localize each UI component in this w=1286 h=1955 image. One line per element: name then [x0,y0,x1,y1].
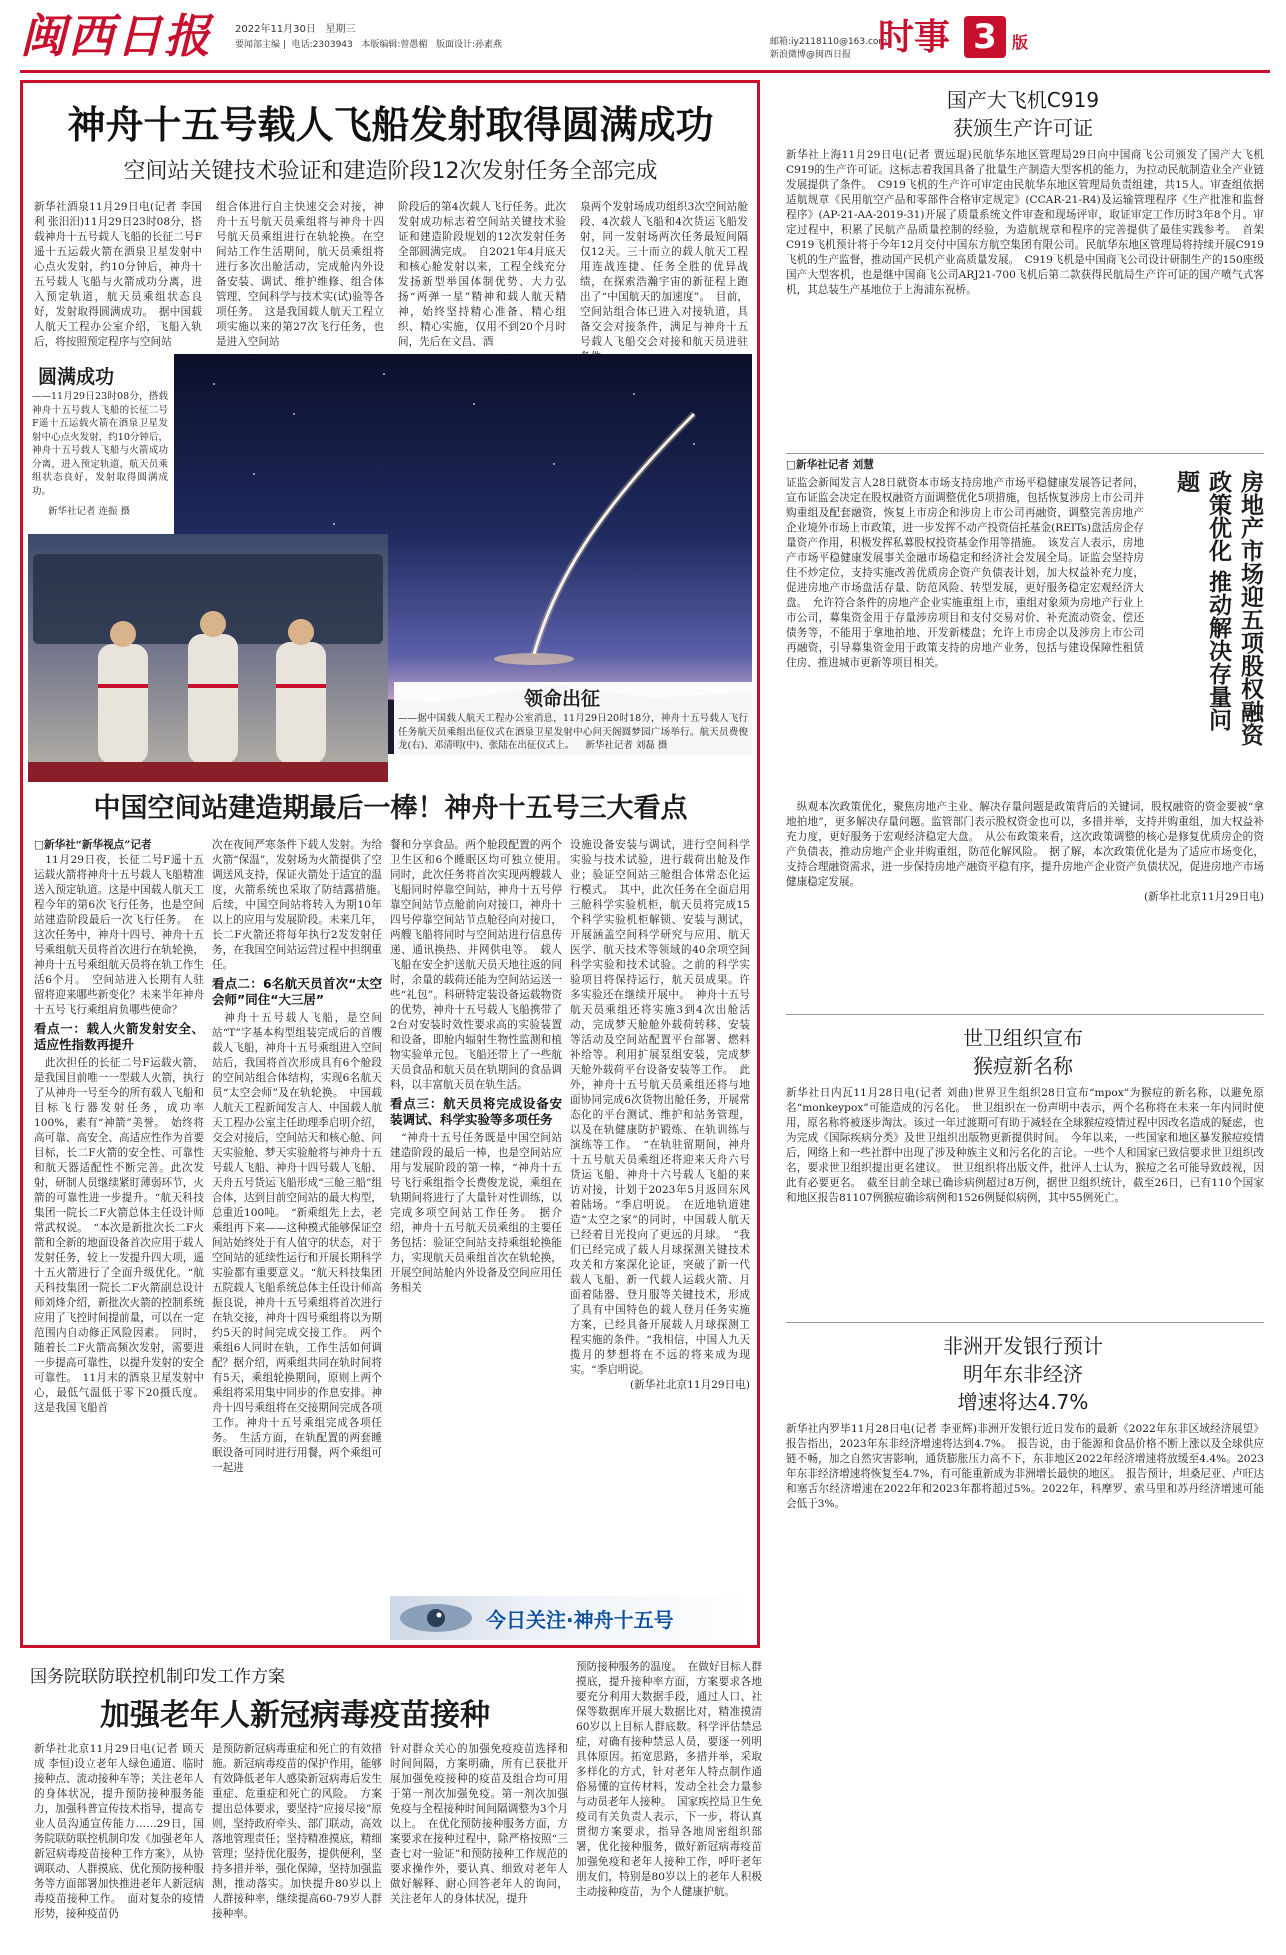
property-body-narrow: 证监会新闻发言人28日就资本市场支持房地产市场平稳健康发展答记者问，宣布证监会决定在股权融资方面调整优化5项措施，包括恢复涉房上市公司并购重组及配套融资，恢复上市房企和涉房上市公司再融资，调整完善房地产企业境外市场上市政策，进一步发挥不动产投资信托基金(REITs)盘活房企存量资产作用，积极发挥私募股权投资基金作用等措施。 该发言人表示，房地产市场平稳健康发展事关金融市场稳定和经济社会发展全局。证监会坚持房住不炒定位，支持实施改善优质房企资产负债表计划，加大权益补充力度，促进房地产市场盘活存量、防范风险、转型发展，更好服务稳定宏观经济大盘。 允许符合条件的房地产企业实施重组上市，重组对象须为房地产行业上市公司，募集资金用于存量涉房项目和支付交易对价、补充流动资金、偿还债务等，不能用于拿地拍地、开发新楼盘；允许上市房企以及涉房上市公司再融资，引导募集资金用于政策支持的房地产业务，包括与建设保障性租赁住房、推进城市更新等项目相关。 [786,477,1144,669]
property-credit: (新华社北京11月29日电) [1144,891,1264,903]
vaccine-col-1: 新华社北京11月29日电(记者 顾天成 李恒)设立老年人绿色通道、临时接种点、流动接种车等；关注老年人的身体状况，提升预防接种服务能力，加强科普宣传技术指导，提高专业人员沟通宣传能力……29日，国务院联防联控机制印发《加强老年人新冠病毒疫苗接种工作方案》，从协调联动、人群摸底、优化预防接种服务等方面部署加快推进老年人新冠病毒疫苗接种工作。 面对复杂的疫情形势，接种疫苗仍 [34,1743,204,1920]
feature-byline: □新华社“新华视点”记者 [34,839,152,851]
photo-box-success-credit: 新华社记者 连振 摄 [48,506,131,517]
masthead-contact [770,36,887,62]
issue-date: 2022年11月30日 [235,24,316,35]
eye-icon [396,1600,476,1636]
afdb-body: 新华社内罗毕11月28日电(记者 李亚辉)非洲开发银行近日发布的最新《2022年东非区域经济展望》报告指出，2023年东非经济增速将达到4.7%。 报告说，由于能源和食品价格不断上涨以及全球供应链不畅，加之自然灾害影响，通货膨胀压力高不下，东非地区2022年经济增速将放缓至4.4%。2023年东非经济增速将恢复至4.7%，有可能重新成为非洲增长最快的地区。 报告预计，坦桑尼亚、卢旺达和塞舌尔经济增速在2022年和2023年都将超过5%。2022年，科摩罗、索马里和苏丹经济增速可能会低于3%。 [786,1423,1264,1510]
feature-headline: 中国空间站建造期最后一棒！神舟十五号三大看点 [93,793,688,824]
section-label: 时事 [878,17,951,58]
vaccine-kicker: 国务院联防联控机制印发工作方案 [30,1667,285,1687]
masthead [20,10,1268,68]
vaccine-headline: 加强老年人新冠病毒疫苗接种 [100,1698,490,1733]
property-divider [786,1014,1264,1015]
c919-headline-line-2: 获颁生产许可证 [953,116,1093,140]
today-focus-dot: · [566,1608,574,1632]
feature-col-2-intro: 次在夜间严寒条件下载人发射。为给火箭“保温”，发射场为火箭提供了空调送风支持，保证火箭处于适宜的温度，火箭系统也采取了防结露措施。 后续，中国空间站将转入为期10年以上的应用与发展阶段。未来几年，长二F火箭还将每年执行2发发射任务，在我国空间站运营过程中担纲重任。 [212,839,393,971]
feature-col-4-credit: (新华社北京11月29日电) [630,1379,750,1391]
afdb-headline [780,1332,1266,1416]
astronauts-figure-icon [28,534,388,782]
c919-headline-line-1: 国产大飞机C919 [946,88,1100,112]
feature-col-4-body: 设施设备安装与调试，进行空间科学实验与技术试验，进行载荷出舱及作业；验证空间站三舱组合体常态化运行模式。 其中，此次任务在全面启用三舱科学实验机柜，航天员将完成15个科学实验机柜解锁、安装与测试，开展涵盖空间科学研究与应用、航天医学、航天技术等领域的40余项空间科学实验和技术试验。之前的科学实验项目将保持运行，航天员成果。许多实验还在继续开展中。 神舟十五号航天员乘组还将实施3到4次出舱活动，完成梦天舱舱外载荷转移、安装等活动及空间站配置平台部署、燃料补给等。利用扩展泵组安装，完成梦天舱外载荷平台设备安装等工作。 此外，神舟十五号航天员乘组还将与地面协同完成6次货物出舱任务，开展常态化的平台测试、维护和站务管理，以及在轨健康防护锻炼、在轨训练与演练等工作。 “在轨驻留期间，神舟十五号航天员乘组还将迎来天舟六号货运飞船、神舟十六号载人飞船的来访对接，计划于2023年5月返回东风着陆场。“季启明说。 在近地轨道建造“太空之家”的同时，中国载人航天已经着目光投向了更远的月球。 “我们已经完成了载人月球探测关键技术攻关和方案深化论证，突破了新一代载人飞船、新一代载人运载火箭、月面着陆器、登月服等关键技术，形成了具有中国特色的载人登月任务实施方案，已经具备开展载人月球探测工程实施的条件。“我相信，中国人九天揽月的梦想将在不远的将来成为现实。“季启明说。 [570,839,750,1376]
photo-box-success-title: 圆满成功 [38,366,115,388]
editor-line: 要闻部主编 [235,40,281,50]
photo-box-departure [394,682,752,782]
lead-headline: 神舟十五号载人飞船发射取得圆满成功 [67,103,714,147]
who-headline [780,1024,1266,1080]
issue-weekday: 星期三 [325,24,356,35]
masthead-rule [20,70,1270,73]
phone-line: 电话:2303943 [291,40,353,50]
today-focus-topic: 神舟十五号 [573,1608,674,1632]
feature-point-1-heading: 看点一：载人火箭发射安全、适应性指数再提升 [34,1021,204,1052]
email-line: 邮箱:iy2118110@163.com [770,37,888,47]
vaccine-col-3: 针对群众关心的加强免疫疫苗选择和时间间隔，方案明确，所有已获批开展加强免疫接种的疫苗及组合均可用于第一剂次加强免疫。第一剂次加强免疫与全程接种时间间隔调整为3个月以上。 在优化预防接种服务方面，方案要求在接种过程中，除严格按照“三查七对一验证”和预防接种工作规范的要求操作外，要认真、细致对老年人做好解释、耐心回答老年人的询问，关注老年人的身体状况，提升 [390,1743,568,1905]
lead-body-col-2: 组合体进行自主快速交会对接，神舟十五号航天员乘组将与神舟十四号航天员乘组进行在轨轮换。在空间站工作生活期间，航天员乘组将进行多次出舱活动，完成舱内外设备安装、调试、维护维修、组合体管理、空间科学与技术实(试)验等各项任务。 这是我国载人航天工程立项实施以来的第27次飞行任务，也是进入空间站 [216,201,384,348]
today-focus-label [486,1604,674,1633]
feature-col-3-body: “神舟十五号任务既是中国空间站建造阶段的最后一棒，也是空间站应用与发展阶段的第一棒，“神舟十五号飞行乘组指令长费俊龙说，乘组在轨期间将进行了大量针对性训练，以完成多项空间站工作任务。 据介绍，神舟十五号航天员乘组的主要任务包括：验证空间站支持乘组轮换能力，实现航天员乘组首次在轨轮换，开展空间站舱内外设备及空间应用任务相关 [390,1132,562,1294]
who-headline-line-2: 猴痘新名称 [973,1054,1073,1078]
feature-col-1 [34,838,204,1638]
lead-body-col-4: 泉两个发射场成功组织3次空间站舱段、4次载人飞船和4次货运飞船发射，同一发射场两次任务最短间隔仅12天。三十而立的载人航天工程用连战连捷、任务全胜的优异战绩，在探索浩瀚宇宙的新征程上跑出了“中国航天的加速度”。 目前，空间站组合体已进入对接轨道，具备交会对接条件，满足与神舟十五号载人飞船交会对接和航天员进驻 [580,201,748,348]
feature-col-4 [570,838,750,1608]
newspaper-logo: 闽西日报 [20,9,212,63]
photo-box-departure-title: 领命出征 [524,688,601,710]
afdb-headline-line-1: 非洲开发银行预计 [943,1334,1103,1358]
feature-col-1-intro: 11月29日夜，长征二号F遥十五运载火箭将神舟十五号载人飞船精准送入预定轨道。这是中国载人航天工程今年的第6次飞行任务，也是空间站建造阶段最后一次飞行任务。 在这次任务中，神舟十四号、神舟十五号乘组航天员将首次进行在轨轮换，神舟十五号乘组航天员将在轨工作生活6个月。 空间站进入长期有人驻留将迎来哪些新变化？未来半年神舟十五号飞行乘组肩负哪些使命？ [34,854,204,1016]
page-suffix: 版 [1012,33,1029,52]
designer-line: 版面设计:孙素燕 [436,40,503,50]
feature-col-2-body: 神舟十五号载人飞船，是空间站“T”字基本构型组装完成后的首艘载人飞船，神舟十五号乘组进入空间站后，我国将首次形成具有6个舱段的空间站组合体结构，实现6名航天员“太空会师”及在轨轮换。 中国载人航天工程新闻发言人、中国载人航天工程办公室主任助理季启明介绍，交会对接后，空间站天和核心舱、问天实验舱、梦天实验舱将与神舟十五号载人飞船、神舟十四号载人飞船、天舟五号货运飞船形成“三舱三船”组合体，达到目前空间站的最大构型，总重近100吨。 “新乘组先上去，老乘组再下来——这种模式能够保证空间站始终处于有人值守的状态，对于空间站的延续性运行和开展长期科学实验都有重要意义。“航天科技集团五院载人飞船系统总体主任设计师高振良说，神舟十五号乘组将首次进行在轨交接，神舟十四号乘组将以为期约5天的时间完成交接工作。 两个乘组6人同时在轨，工作生活如何调配？据介绍，两乘组共同在轨时间将有5天，乘组轮换期间，原则上两个乘组将采用集中同步的作息安排。神舟十四号乘组将在交接期间完成各项工作。神舟十五号乘组完成各项任务。 生活方面，在轨配置的两套睡眠设备可同时进行用餐，两个乘组可一起进 [212,1012,382,1474]
masthead-info-bottom: 要闻部主编 | 电话:2303943 本版编辑:曾愚楣 版面设计:孙素燕 [235,40,503,50]
photo-box-departure-credit: 新华社记者 刘磊 摄 [585,740,668,751]
photo-box-departure-caption-text: ——据中国载人航天工程办公室消息，11月29日20时18分，神舟十五号载人飞行任务航天员乘组出征仪式在酒泉卫星发射中心问天阁圆梦园广场举行。航天员费俊龙(右)、邓清明(中)、张陆在出征仪式上。 [398,713,748,751]
photo-box-success [28,354,170,529]
property-body-wide-text: 纵观本次政策优化，聚焦房地产主业、解决存量问题是政策背后的关键词，股权融资的资金要被“拿地拍地”，更多解决存量问题。监管部门表示股权资金也可以，多措并举，支持并购重组，加大权益补充力度，更好服务于宏观经济稳定大盘。 从公布政策来看，这次政策调整的核心是修复优质房企的资产负债表，推动房地产企业并购重组，防范化解风险。 据了解，本次政策优化是为了适应市场变化，支持合理融资需求，进一步保持房地产融资平稳有序，提升房地产企业资产负债状况，促进房地产市场健康稳定发展。 [786,801,1264,888]
who-headline-line-1: 世卫组织宣布 [963,1026,1083,1050]
feature-point-3-heading: 看点三：航天员将完成设备安装调试、科学实验等多项任务 [390,1096,562,1127]
c919-body: 新华社上海11月29日电(记者 贾远琨)民航华东地区管理局29日向中国商飞公司颁发了国产大飞机C919的生产许可证。这标志着我国具备了批量生产制造大型客机的能力，为拉动民航制造业全产业链发展提供了条件。 C919飞机的生产许可审定由民航华东地区管理局负责组建，共15人。审查组依据适航规章《民用航空产品和零部件合格审定规定》(CCAR-21-R4)及运输管理程序《生产批准和监督程序》(AP-21-AA-2019-31)开展了质量系统文件审查和现场评审，取证审定工作历时3年8个月。审定过程中，积累了民航产品质量控制的经验，为造航规章和程序的完善提供了最佳实践参考。 首架C919飞机预计将于今年12月交付中国东方航空集团有限公司。民航华东地区管理局将持续开展C919飞机的生产监督，推动国产民机产业高质量发展。 C919飞机是中国商飞公司设计研制生产的150座级国产大型客机，也是继中国商飞公司ARJ21-700飞机后第二款获得民航局生产许可证的国产喷气式客机，其总装生产基地位于上海浦东祝桥。 [786,149,1264,296]
photo-box-departure-caption [398,712,748,780]
property-body-wide [786,800,1264,1010]
feature-col-1-body: 此次担任的长征二号F运载火箭，是我国目前唯一一型载人火箭，执行了从神舟一号至今的所有载人飞船和目标飞行器发射任务，成功率100%，素有“神箭”美誉。 始终将高可靠、高安全、高适应性作为首要目标，长二F火箭的安全性、可靠性和航天器适配性不断完善。此次发射，研制人员继续紧盯薄弱环节，火箭的可靠性进一步提升。“航天科技集团一院长二F火箭总体主任设计师常武权说。 “本次是新批次长二F火箭和全新的地面设备首次应用于载人发射任务，较上一发提升四大项，遥十五火箭进行了全面升级优化。“航天科技集团一院长二F火箭副总设计师刘烽介绍，新批次火箭的控制系统应用了飞控时间提前量，可以在一定范围内自动修正风险因素。 同时，随着长二F火箭高频次发射，需要进一步提高可靠性，以提升发射的安全可靠性。 11月末的酒泉卫星发射中心，最低气温低于零下20摄氏度。这是我国飞船首 [34,1057,204,1414]
lead-body-col-3: 阶段后的第4次载人飞行任务。此次发射成功标志着空间站关键技术验证和建造阶段规划的12次发射任务全部圆满完成。 自2021年4月底天和核心舱发射以来，工程全线充分发扬新型举国体制优势、大力弘扬“两弹一星”精神和载人航天精神，始终坚持精心准备、精心组织、精心实施，仅用不到20个月时间，先后在文昌、酒 [398,201,566,348]
who-divider [786,1322,1264,1323]
property-headline: 房地产市场迎五项股权融资政策优化 推动解决存量问题 [1173,470,1263,746]
c919-divider [786,453,1264,454]
feature-col-2 [212,838,393,1638]
lead-subheadline: 空间站关键技术验证和建造阶段12次发射任务全部完成 [123,159,658,184]
feature-col-3 [390,838,573,1588]
weibo-line: 新浪微博@闽西日报 [770,50,852,60]
masthead-info-top [235,20,355,35]
lead-body [34,200,748,348]
lead-body-col-1: 新华社酒泉11月29日电(记者 李国利 张汨汨)11月29日23时08分，搭载神舟十五号载人飞船的长征二号F遥十五运载火箭在酒泉卫星发射中心点火发射，约10分钟后，神舟十五号载人飞船与火箭成功分离，进入预定轨道，航天员乘组状态良好，发射取得圆满成功。 据中国载人航天工程办公室介绍，飞船入轨后，将按照预定程序与空间站 [34,201,202,348]
property-byline: □新华社记者 刘慧 [786,459,874,471]
photo-box-success-caption: ——11月29日23时08分，搭载神舟十五号载人飞船的长征二号F遥十五运载火箭在酒泉卫星发射中心点火发射，约10分钟后，神舟十五号载人飞船与火箭成功分离，进入预定轨道，航天员乘组状态良好，发射取得圆满成功。 [32,391,168,497]
duty-editor: 本版编辑:曾愚楣 [361,40,428,50]
afdb-headline-line-3: 增速将达4.7% [957,1390,1089,1414]
feature-point-2-heading: 看点二：6名航天员首次“太空会师”同住“大三居” [212,976,382,1007]
today-focus-prefix: 今日关注 [486,1608,566,1632]
who-body: 新华社日内瓦11月28日电(记者 刘曲)世界卫生组织28日宣布“mpox”为猴痘的新名称，以避免原名“monkeypox”可能造成的污名化。 世卫组织在一份声明中表示，两个名称将在未来一年内同时使用，原名称将被逐步淘汰。该过一年过渡期可有助于减轻在全球猴痘疫情过程中因改名造成的疑虑，也为完成《国际疾病分类》及世卫组织出版物更新提供时间。 今年以来，一些国家和地区暴发猴痘疫情后，网络上和一些社群中出现了涉及种族主义和污名化的言论。一些个人和国家已致信要求世卫组织改名，要求世卫组织提出更名建议。 世卫组织将出版文件，批评人士认为，猴痘之名可能导致歧视，因此有必要更名。 截至目前全球已确诊病例超过8万例，据世卫组织统计，截至26日，已有110个国家和地区报告81107例猴痘确诊病例和1526例疑似病例，其中55例死亡。 [786,1087,1264,1204]
feature-col-3-intro: 餐和分享食品。两个舱段配置的两个卫生区和6个睡眠区均可独立使用。 同时，此次任务将首次实现两艘载人飞船同时停靠空间站，神舟十五号停靠空间站节点舱前向对接口，神舟十四号停靠空间站节点舱径向对接口，两艘飞船将同时与空间站进行信息传递、通讯换热、并网供电等。 载人飞船在安全护送航天员天地往返的同时，余量的载荷还能为空间站运送一些“礼包”。科研特定装设备运载物资的优势，神舟十五号载人飞船携带了2台对安装时效性要求高的实验装置和设备，即舱内辐射生物性监测和植物实验单元包。飞船还带上了一些航天员食品和航天员在轨期间的食品调料，以丰富航天员在轨生活。 [390,839,573,1091]
today-focus-banner [390,1596,752,1640]
page-number-badge: 3 [964,16,1006,58]
c919-headline [780,86,1266,142]
afdb-headline-line-2: 明年东非经济 [963,1362,1083,1386]
astronauts-photo [28,534,388,782]
vaccine-col-4: 预防接种服务的温度。 在做好目标人群摸底，提升接种率方面，方案要求各地要充分利用大数据手段，通过人口、社保等数据库开展大数据比对，精准摸清60岁以上目标人群底数。科学评估禁忌症，对确有接种禁忌人员，要逐一列明具体原因。拓宽思路，多措并举，采取多样化的方式，针对老年人特点制作通俗易懂的宣传材料，发动全社会力量参与动员老年人接种。 国家疾控局卫生免疫司有关负责人表示，下一步，将认真贯彻方案要求，指导各地周密组织部署，优化接种服务，做好新冠病毒疫苗加强免疫和老年人接种工作，呼吁老年朋友们，特别是80岁以上的老年人积极主动接种疫苗，为个人健康护航。 [576,1661,762,1898]
vaccine-col-2: 是预防新冠病毒重症和死亡的有效措施。新冠病毒疫苗的保护作用，能够有效降低老年人感染新冠病毒后发生重症、危重症和死亡的风险。 方案提出总体要求，要坚持“应接尽接”原则，坚持政府牵头、部门联动，高效落地管理责任；坚持精准摸底，精细管理；坚持优化服务，提供便利，坚持多措并举，强化保障，坚持加强监测，推动落实。加快提升80岁以上人群接种率，继续提高60-79岁人群接种率。 [212,1743,382,1920]
